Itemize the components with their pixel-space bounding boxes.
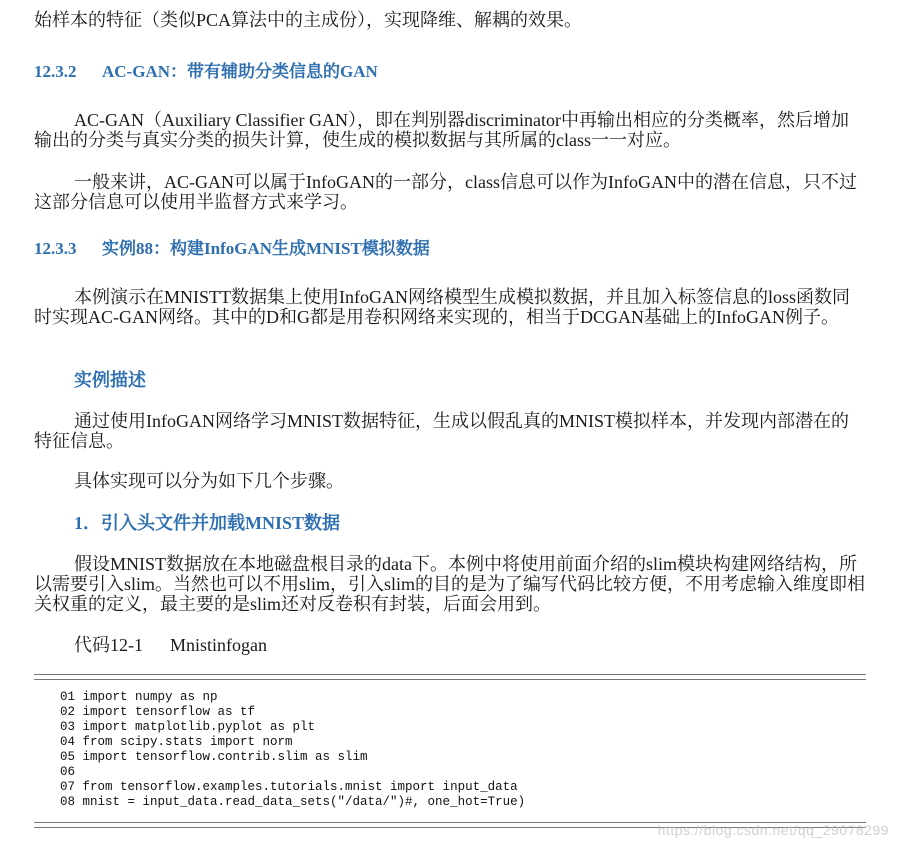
code-line: 03 import matplotlib.pyplot as plt: [60, 720, 316, 734]
section-heading-12-3-3: [34, 239, 430, 259]
code-line: 06: [60, 765, 76, 779]
paragraph-step-1: 假设MNIST数据放在本地磁盘根目录的data下。本例中将使用前面介绍的slim模块构建网络结构，所以需要引入slim。当然也可以不用slim，引入slim的目的是为了编写代码比较方便，不用考虑输入维度即相关权重的定义，最主要的是slim还对反卷积有封装，后面会用到。: [34, 554, 866, 614]
intro-text: 始样本的特征（类似PCA算法中的主成份），实现降维、解耦的效果。: [34, 10, 583, 30]
subheading-example-description: 实例描述: [74, 370, 146, 390]
code-line: 01 import numpy as np: [60, 690, 218, 704]
section-number: 12.3.3: [34, 239, 77, 258]
section-number: 12.3.2: [34, 62, 77, 81]
section-title: 实例88：构建InfoGAN生成MNIST模拟数据: [102, 239, 430, 258]
paragraph-example-description: 通过使用InfoGAN网络学习MNIST数据特征，生成以假乱真的MNIST模拟样本，并发现内部潜在的特征信息。: [34, 411, 849, 451]
subheading-step-1: 1．引入头文件并加载MNIST数据: [74, 513, 341, 533]
paragraph-example-intro: 本例演示在MNISTT数据集上使用InfoGAN网络模型生成模拟数据，并且加入标签信息的loss函数同时实现AC-GAN网络。其中的D和G都是用卷积网络来实现的，相当于DCGAN基础上的InfoGAN例子。: [34, 287, 850, 327]
code-line: 07 from tensorflow.examples.tutorials.mnist import input_data: [60, 780, 518, 794]
watermark: https://blog.csdn.net/qq_29078299: [657, 822, 889, 838]
code-caption: [74, 635, 267, 655]
code-caption-number: 代码12-1: [74, 635, 143, 655]
code-line: 02 import tensorflow as tf: [60, 705, 256, 719]
code-line: 05 import tensorflow.contrib.slim as slim: [60, 750, 368, 764]
paragraph-acgan-infogan: 一般来讲，AC-GAN可以属于InfoGAN的一部分，class信息可以作为InfoGAN中的潜在信息，只不过这部分信息可以使用半监督方式来学习。: [34, 172, 857, 212]
paragraph-acgan-definition: AC-GAN（Auxiliary Classifier GAN），即在判别器discriminator中再输出相应的分类概率，然后增加输出的分类与真实分类的损失计算，使生成的模拟数据与其所属的class一一对应。: [34, 110, 849, 150]
section-heading-12-3-2: [34, 62, 378, 82]
code-caption-name: Mnistinfogan: [170, 635, 267, 655]
code-block-top-rule: [34, 674, 866, 680]
code-block: [60, 690, 525, 810]
paragraph-steps: 具体实现可以分为如下几个步骤。: [74, 471, 344, 491]
code-line: 04 from scipy.stats import norm: [60, 735, 293, 749]
code-line: 08 mnist = input_data.read_data_sets("/data/")#, one_hot=True): [60, 795, 526, 809]
section-title: AC-GAN：带有辅助分类信息的GAN: [102, 62, 378, 81]
